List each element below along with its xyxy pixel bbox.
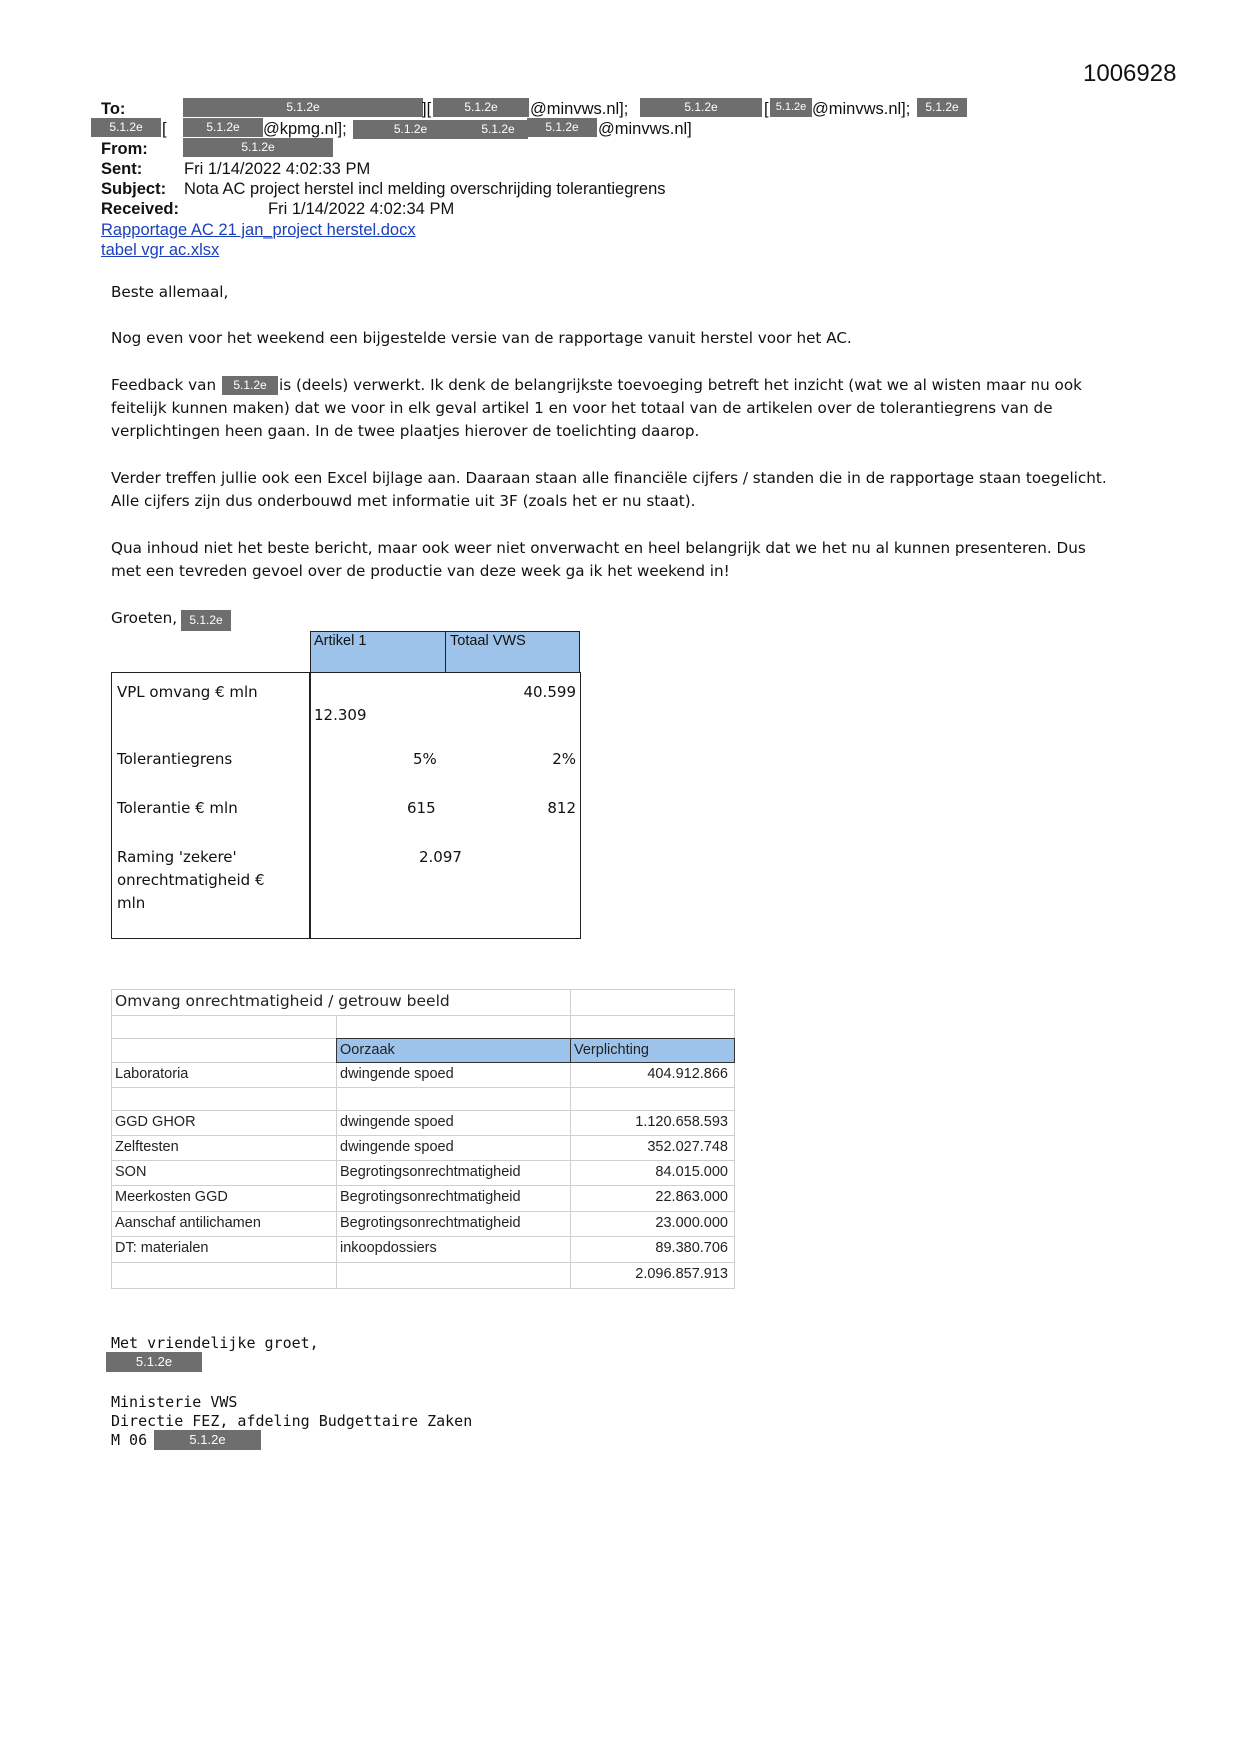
row-value: 84.015.000 xyxy=(655,1164,728,1180)
to-label: To: xyxy=(101,100,126,118)
redaction-block: 5.1.2e xyxy=(106,1352,202,1372)
row-oorzaak: Begrotingsonrechtmatigheid xyxy=(340,1215,521,1231)
grid-line xyxy=(111,1288,735,1289)
grid-line xyxy=(111,989,735,990)
row-value: 89.380.706 xyxy=(655,1240,728,1256)
phone-prefix: M 06 xyxy=(111,1431,148,1449)
row-oorzaak: dwingende spoed xyxy=(340,1139,454,1155)
cell-value: 812 xyxy=(547,799,576,817)
redaction-block: 5.1.2e xyxy=(640,98,762,117)
grid-line xyxy=(111,1211,735,1212)
paragraph-4-line-1: Qua inhoud niet het beste bericht, maar ook weer niet onverwacht en heel belangrijk dat we het nu al kunnen presenteren. Dus xyxy=(111,539,1086,557)
paragraph-2-line-3: verplichtingen heen gaan. In de twee plaatjes hierover de toelichting daarop. xyxy=(111,422,700,440)
row-oorzaak: Begrotingsonrechtmatigheid xyxy=(340,1189,521,1205)
table-divider xyxy=(309,672,311,939)
subject-label: Subject: xyxy=(101,180,167,198)
col-artikel-1: Artikel 1 xyxy=(314,633,367,649)
col-oorzaak: Oorzaak xyxy=(340,1042,395,1058)
paragraph-3-line-1: Verder treffen jullie ook een Excel bijlage aan. Daaraan staan alle financiële cijfers / standen die in de rapportage staan toegelicht. xyxy=(111,469,1107,487)
to-fragment: [ xyxy=(764,100,769,118)
row-name: GGD GHOR xyxy=(115,1114,196,1130)
row-label: onrechtmatigheid € xyxy=(117,871,265,889)
paragraph-2-line-1: is (deels) verwerkt. Ik denk de belangrijkste toevoeging betreft het inzicht (wat we al wisten maar nu ook xyxy=(279,376,1082,394)
paragraph-4-line-2: met een tevreden gevoel over de productie van deze week ga ik het weekend in! xyxy=(111,562,730,580)
department: Directie FEZ, afdeling Budgettaire Zaken xyxy=(111,1412,473,1430)
document-number: 1006928 xyxy=(1083,60,1177,87)
row-value: 23.000.000 xyxy=(655,1215,728,1231)
redaction-block: 5.1.2e xyxy=(770,98,812,117)
grid-line xyxy=(111,1262,735,1263)
row-oorzaak: dwingende spoed xyxy=(340,1066,454,1082)
paragraph-3-line-2: Alle cijfers zijn dus onderbouwd met informatie uit 3F (zoals het er nu staat). xyxy=(111,492,696,510)
table-title: Omvang onrechtmatigheid / getrouw beeld xyxy=(115,992,450,1010)
row-name: Meerkosten GGD xyxy=(115,1189,228,1205)
organization: Ministerie VWS xyxy=(111,1393,238,1411)
redaction-block: 5.1.2e xyxy=(527,118,597,137)
grid-line xyxy=(111,1110,735,1111)
row-oorzaak: Begrotingsonrechtmatigheid xyxy=(340,1164,521,1180)
grid-line xyxy=(111,1135,735,1136)
row-name: Zelftesten xyxy=(115,1139,179,1155)
cell-value: 12.309 xyxy=(314,706,367,724)
row-label: Raming 'zekere' xyxy=(117,848,237,866)
row-name: SON xyxy=(115,1164,147,1180)
paragraph-2-prefix: Feedback van xyxy=(111,376,217,394)
row-label: VPL omvang € mln xyxy=(117,683,258,701)
grid-line xyxy=(111,1185,735,1186)
col-verplichting: Verplichting xyxy=(574,1042,649,1058)
closing: Groeten, xyxy=(111,609,178,627)
cell-value: 40.599 xyxy=(523,683,576,701)
row-oorzaak: inkoopdossiers xyxy=(340,1240,437,1256)
row-oorzaak: dwingende spoed xyxy=(340,1114,454,1130)
received-label: Received: xyxy=(101,200,179,218)
to-fragment: @minvws.nl]; xyxy=(530,100,629,118)
cell-value: 5% xyxy=(413,750,437,768)
redaction-block: 5.1.2e xyxy=(353,120,468,139)
sent-value: Fri 1/14/2022 4:02:33 PM xyxy=(184,160,371,178)
total-value: 2.096.857.913 xyxy=(635,1266,728,1282)
row-value: 1.120.658.593 xyxy=(635,1114,728,1130)
redaction-block: 5.1.2e xyxy=(917,98,967,117)
row-value: 352.027.748 xyxy=(647,1139,728,1155)
col-totaal-vws: Totaal VWS xyxy=(450,633,526,649)
grid-line xyxy=(111,1087,735,1088)
redaction-block: 5.1.2e xyxy=(222,376,278,395)
row-label: Tolerantiegrens xyxy=(117,750,233,768)
row-name: Aanschaf antilichamen xyxy=(115,1215,261,1231)
paragraph-1: Nog even voor het weekend een bijgestelde versie van de rapportage vanuit herstel voor het AC. xyxy=(111,329,852,347)
redaction-block: 5.1.2e xyxy=(154,1430,261,1450)
greeting: Beste allemaal, xyxy=(111,283,229,301)
row-name: DT: materialen xyxy=(115,1240,209,1256)
redaction-block: 5.1.2e xyxy=(183,98,423,117)
cell-value: 615 xyxy=(407,799,436,817)
sent-label: Sent: xyxy=(101,160,143,178)
to-fragment: [ xyxy=(162,120,167,138)
grid-line xyxy=(111,989,112,1289)
paragraph-2-line-2: feitelijk kunnen maken) dat we voor in elk geval artikel 1 en voor het totaal van de artikelen over de tolerantiegrens van de xyxy=(111,399,1053,417)
redaction-block: 5.1.2e xyxy=(181,610,231,631)
to-fragment: @minvws.nl] xyxy=(598,120,692,138)
to-fragment: @kpmg.nl]; xyxy=(263,120,347,138)
attachment-link-tabel[interactable]: tabel vgr ac.xlsx xyxy=(101,241,220,259)
grid-line xyxy=(111,1015,735,1016)
attachment-link-rapportage[interactable]: Rapportage AC 21 jan_project herstel.docx xyxy=(101,221,416,239)
regards: Met vriendelijke groet, xyxy=(111,1334,319,1352)
cell-value: 2% xyxy=(552,750,576,768)
to-fragment: ][ xyxy=(422,100,432,118)
grid-line xyxy=(570,989,571,1289)
received-value: Fri 1/14/2022 4:02:34 PM xyxy=(268,200,455,218)
grid-line xyxy=(734,989,735,1289)
from-label: From: xyxy=(101,140,148,158)
to-fragment: @minvws.nl]; xyxy=(812,100,911,118)
redaction-block: 5.1.2e xyxy=(183,138,333,157)
row-label: Tolerantie € mln xyxy=(117,799,238,817)
grid-line xyxy=(111,1236,735,1237)
redaction-block: 5.1.2e xyxy=(468,120,528,139)
subject-value: Nota AC project herstel incl melding overschrijding tolerantiegrens xyxy=(184,180,666,198)
redaction-block: 5.1.2e xyxy=(183,118,263,137)
redaction-block: 5.1.2e xyxy=(91,118,161,137)
tolerance-table xyxy=(111,631,581,939)
row-value: 404.912.866 xyxy=(647,1066,728,1082)
redaction-block: 5.1.2e xyxy=(433,98,529,117)
grid-line xyxy=(111,1160,735,1161)
row-name: Laboratoria xyxy=(115,1066,189,1082)
row-label: mln xyxy=(117,894,146,912)
row-value: 22.863.000 xyxy=(655,1189,728,1205)
unlawfulness-table xyxy=(111,989,735,1289)
cell-value: 2.097 xyxy=(419,848,462,866)
